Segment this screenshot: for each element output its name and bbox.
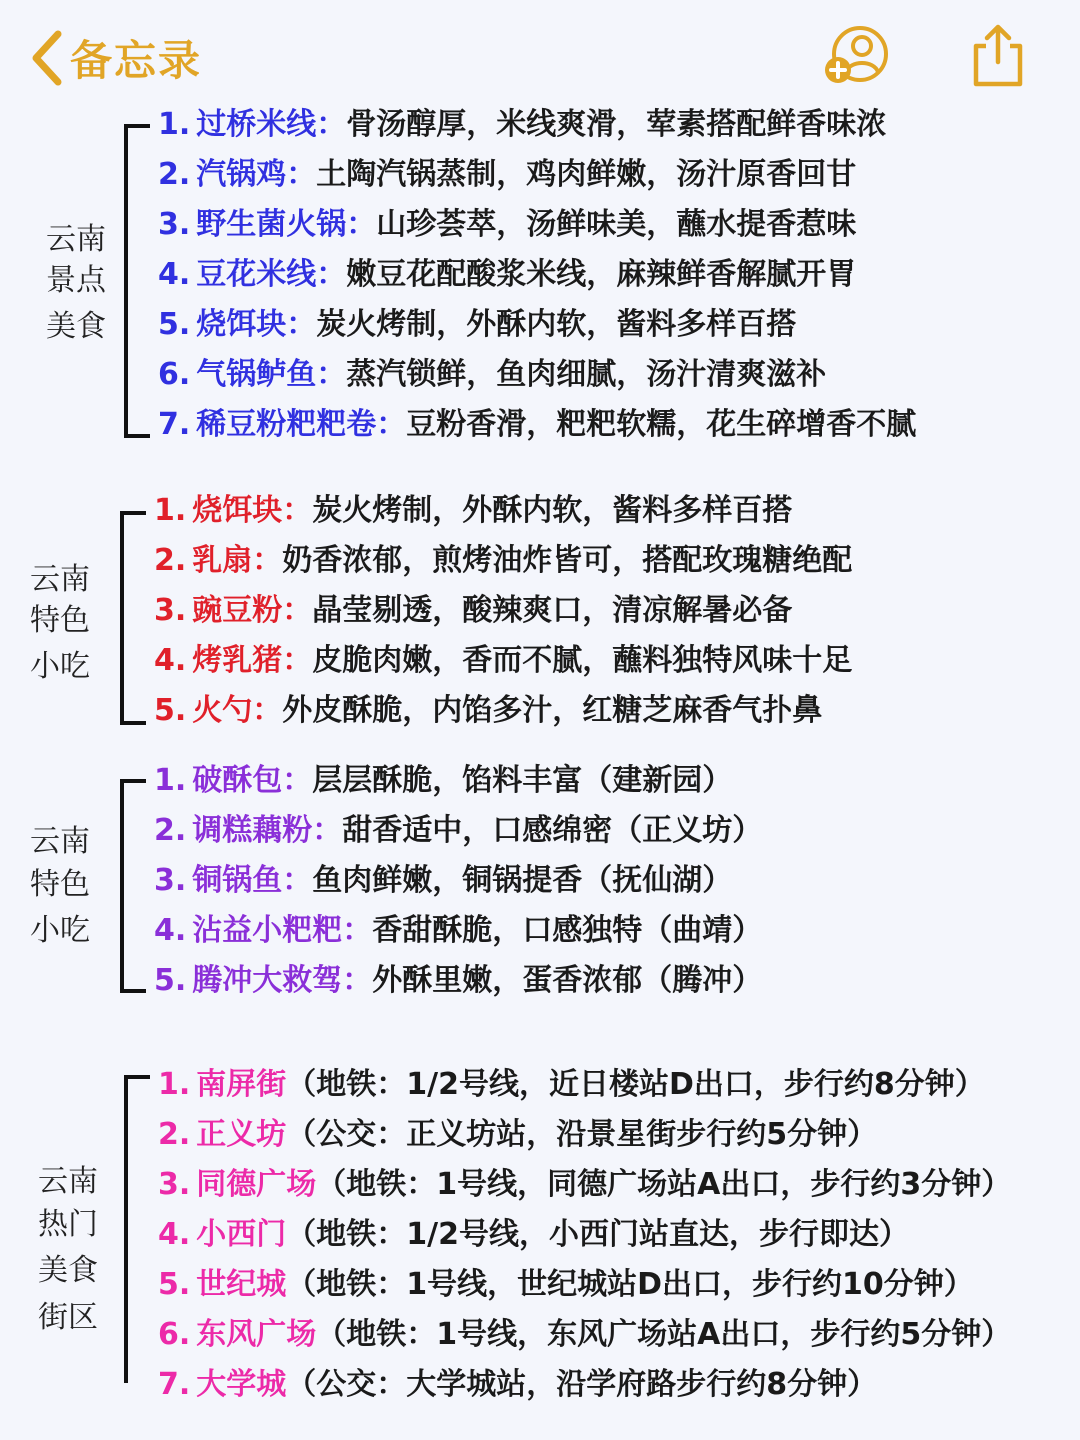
item-number: 3.	[154, 593, 187, 628]
item-name: 豌豆粉	[192, 593, 283, 628]
item-name: 沾益小粑粑	[192, 913, 343, 948]
item-number: 2.	[158, 1117, 191, 1152]
item-separator: ：	[282, 863, 313, 898]
section-label-line: 云南	[38, 1164, 98, 1199]
item-separator: ：	[316, 257, 347, 292]
item-name: 乳扇	[192, 543, 253, 578]
item-description: 蒸汽锁鲜，鱼肉细腻，汤汁清爽滋补	[346, 357, 827, 392]
add-person-icon	[822, 26, 898, 86]
item-description: （公交：大学城站，沿学府路步行约8分钟）	[286, 1367, 878, 1402]
item-description: 奶香浓郁，煎烤油炸皆可，搭配玫瑰糖绝配	[282, 543, 853, 578]
item-number: 5.	[158, 1267, 191, 1302]
item-description: 嫩豆花配酸浆米线，麻辣鲜香解腻开胃	[346, 257, 857, 292]
item-name: 过桥米线	[196, 107, 317, 142]
item-description: 炭火烤制，外酥内软，酱料多样百搭	[312, 493, 793, 528]
item-name: 调糕藕粉	[192, 813, 313, 848]
list-item	[158, 1310, 1011, 1360]
section-label-line: 云南	[46, 222, 106, 257]
item-separator: ：	[346, 207, 377, 242]
item-number: 2.	[154, 543, 187, 578]
share-button[interactable]	[968, 22, 1028, 88]
item-separator: ：	[282, 493, 313, 528]
item-name: 稀豆粉粑粑卷	[196, 407, 377, 442]
share-icon	[968, 22, 1028, 88]
share-with-people-button[interactable]	[822, 26, 898, 86]
item-name: 东风广场	[196, 1317, 317, 1352]
item-name: 铜锅鱼	[192, 863, 283, 898]
list-item	[158, 150, 856, 200]
list-item	[158, 250, 856, 300]
item-name: 破酥包	[192, 763, 283, 798]
item-name: 烧饵块	[192, 493, 283, 528]
item-description: 山珍荟萃，汤鲜味美，蘸水提香惹味	[376, 207, 857, 242]
item-description: 皮脆肉嫩，香而不腻，蘸料独特风味十足	[312, 643, 853, 678]
list-item	[158, 1060, 985, 1110]
list-item	[154, 956, 762, 1006]
item-description: （公交：正义坊站，沿景星街步行约5分钟）	[286, 1117, 878, 1152]
item-separator: ：	[376, 407, 407, 442]
item-name: 正义坊	[196, 1117, 287, 1152]
item-name: 大学城	[196, 1367, 287, 1402]
item-description: 豆粉香滑，粑粑软糯，花生碎增香不腻	[406, 407, 917, 442]
item-description: 炭火烤制，外酥内软，酱料多样百搭	[316, 307, 797, 342]
item-description: 土陶汽锅蒸制，鸡肉鲜嫩，汤汁原香回甘	[316, 157, 857, 192]
section-label	[28, 1162, 108, 1338]
section-label-line: 特色	[30, 866, 90, 902]
item-name: 火勺	[192, 693, 253, 728]
item-separator: ：	[316, 107, 347, 142]
list-item	[158, 1210, 909, 1260]
list-item	[154, 856, 732, 906]
item-description: （地铁：1/2号线，近日楼站D出口，步行约8分钟）	[286, 1067, 985, 1102]
bracket-line	[124, 1075, 150, 1383]
section-label-line: 街区	[38, 1299, 98, 1335]
list-item	[154, 586, 792, 636]
item-number: 7.	[158, 407, 191, 442]
item-number: 1.	[158, 1067, 191, 1102]
list-item	[158, 200, 856, 250]
item-number: 5.	[158, 307, 191, 342]
item-description: （地铁：1号线，东风广场站A出口，步行约5分钟）	[316, 1317, 1012, 1352]
item-name: 烧饵块	[196, 307, 287, 342]
item-number: 3.	[158, 207, 191, 242]
item-number: 2.	[158, 157, 191, 192]
item-number: 4.	[154, 643, 187, 678]
item-separator: ：	[252, 543, 283, 578]
list-item	[154, 486, 792, 536]
list-item	[154, 536, 852, 586]
item-name: 小西门	[196, 1217, 287, 1252]
item-name: 豆花米线	[196, 257, 317, 292]
section-label-line: 景点	[46, 262, 106, 298]
section-label-line: 特色	[30, 602, 90, 638]
list-item	[158, 350, 826, 400]
item-number: 4.	[158, 257, 191, 292]
section-label-line: 小吃	[30, 913, 90, 948]
bracket-line	[124, 124, 150, 438]
item-separator: ：	[286, 157, 317, 192]
item-separator: ：	[286, 307, 317, 342]
list-item	[154, 906, 762, 956]
item-name: 腾冲大救驾	[192, 963, 343, 998]
item-separator: ：	[312, 813, 343, 848]
item-description: （地铁：1号线，同德广场站A出口，步行约3分钟）	[316, 1167, 1012, 1202]
section-label	[38, 220, 114, 348]
item-name: 同德广场	[196, 1167, 317, 1202]
item-number: 4.	[158, 1217, 191, 1252]
item-separator: ：	[316, 357, 347, 392]
list-item	[154, 686, 822, 736]
item-name: 汽锅鸡	[196, 157, 287, 192]
section-label-line: 云南	[30, 824, 90, 859]
item-name: 烤乳猪	[192, 643, 283, 678]
item-name: 气锅鲈鱼	[196, 357, 317, 392]
item-separator: ：	[282, 763, 313, 798]
list-item	[158, 1260, 974, 1310]
back-label: 备忘录	[70, 36, 203, 85]
back-button[interactable]	[30, 28, 202, 88]
list-item	[154, 756, 732, 806]
item-separator: ：	[342, 963, 373, 998]
list-item	[154, 636, 852, 686]
item-name: 南屏街	[196, 1067, 287, 1102]
item-number: 3.	[158, 1167, 191, 1202]
item-description: 层层酥脆，馅料丰富（建新园）	[312, 763, 733, 798]
item-description: 鱼肉鲜嫩，铜锅提香（抚仙湖）	[312, 863, 733, 898]
bracket-line	[120, 779, 146, 993]
item-description: （地铁：1/2号线，小西门站直达，步行即达）	[286, 1217, 909, 1252]
item-number: 2.	[154, 813, 187, 848]
chevron-left-icon	[30, 30, 64, 86]
item-number: 7.	[158, 1367, 191, 1402]
item-number: 5.	[154, 693, 187, 728]
list-item	[158, 1110, 877, 1160]
list-item	[158, 100, 886, 150]
item-description: 甜香适中，口感绵密（正义坊）	[342, 813, 763, 848]
item-description: 骨汤醇厚，米线爽滑，荤素搭配鲜香味浓	[346, 107, 887, 142]
section-label	[22, 822, 98, 952]
section-label-line: 美食	[46, 309, 106, 344]
item-number: 5.	[154, 963, 187, 998]
item-description: 外皮酥脆，内馅多汁，红糖芝麻香气扑鼻	[282, 693, 823, 728]
item-number: 1.	[158, 107, 191, 142]
item-separator: ：	[252, 693, 283, 728]
item-separator: ：	[342, 913, 373, 948]
list-item	[158, 300, 796, 350]
list-item	[154, 806, 762, 856]
list-item	[158, 1360, 877, 1410]
item-name: 世纪城	[196, 1267, 287, 1302]
item-number: 6.	[158, 357, 191, 392]
section-label-line: 热门	[38, 1206, 98, 1242]
bracket-line	[120, 511, 146, 725]
list-item	[158, 400, 916, 450]
item-description: （地铁：1号线，世纪城站D出口，步行约10分钟）	[286, 1267, 974, 1302]
item-number: 6.	[158, 1317, 191, 1352]
section-label	[22, 560, 98, 688]
list-item	[158, 1160, 1011, 1210]
item-number: 4.	[154, 913, 187, 948]
item-separator: ：	[282, 643, 313, 678]
nav-bar	[0, 0, 1080, 100]
section-label-line: 云南	[30, 562, 90, 597]
item-number: 1.	[154, 763, 187, 798]
item-separator: ：	[282, 593, 313, 628]
item-description: 外酥里嫩，蛋香浓郁（腾冲）	[372, 963, 763, 998]
item-number: 3.	[154, 863, 187, 898]
item-name: 野生菌火锅	[196, 207, 347, 242]
section-label-line: 小吃	[30, 649, 90, 684]
section-label-line: 美食	[38, 1253, 98, 1288]
item-description: 香甜酥脆，口感独特（曲靖）	[372, 913, 763, 948]
item-description: 晶莹剔透，酸辣爽口，清凉解暑必备	[312, 593, 793, 628]
item-number: 1.	[154, 493, 187, 528]
